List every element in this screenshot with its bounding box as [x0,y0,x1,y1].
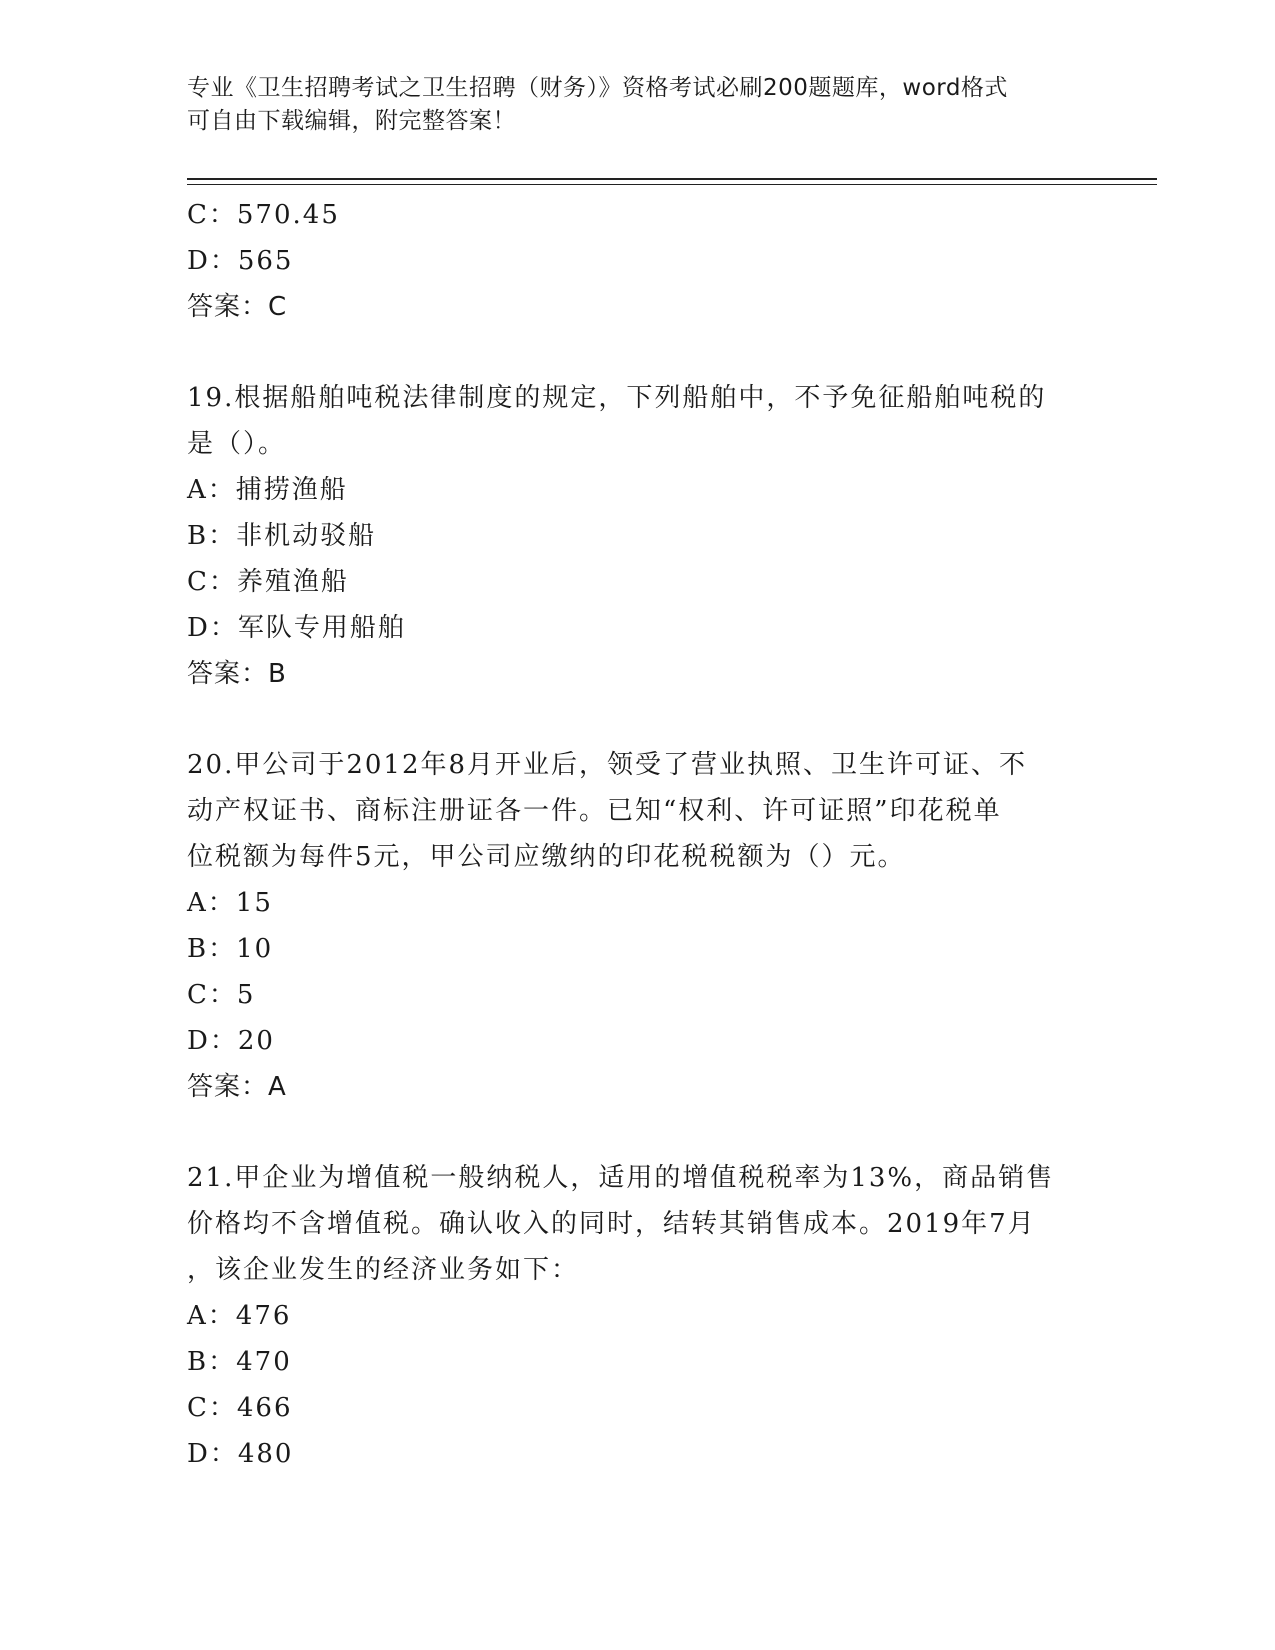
header-line-2: 可自由下载编辑，附完整答案！ [187,108,516,134]
option-a: A：476 [187,1301,292,1331]
question-text: ，该企业发生的经济业务如下： [187,1255,580,1285]
option-c: C：570.45 [187,200,340,230]
question-text: 21.甲企业为增值税一般纳税人，适用的增值税税率为13%，商品销售 [187,1163,1055,1193]
question-list [187,192,1087,1477]
answer-line: 答案：A [187,1072,287,1102]
question-text: 19.根据船舶吨税法律制度的规定，下列船舶中，不予免征船舶吨税的 [187,383,1047,413]
option-c: C：466 [187,1393,293,1423]
question-text: 位税额为每件5元，甲公司应缴纳的印花税税额为（）元。 [187,842,906,872]
option-d: D：480 [187,1439,294,1469]
option-d: D：20 [187,1026,275,1056]
document-header [187,72,1067,138]
answer-line: 答案：B [187,659,287,689]
option-b: B：10 [187,934,274,964]
question-text: 是（）。 [187,429,287,459]
option-d: D：565 [187,246,294,276]
option-b: B：470 [187,1347,292,1377]
option-a: A：15 [187,888,273,918]
header-rule-thin [187,184,1157,185]
question-text: 价格均不含增值税。确认收入的同时，结转其销售成本。2019年7月 [187,1209,1036,1239]
option-a: A：捕捞渔船 [187,475,348,505]
option-c: C：养殖渔船 [187,567,349,597]
question-text: 动产权证书、商标注册证各一件。已知“权利、许可证照”印花税单 [187,796,1002,826]
answer-line: 答案：C [187,292,288,322]
option-b: B：非机动驳船 [187,521,377,551]
option-d: D：军队专用船舶 [187,613,406,643]
header-rule-thick [187,178,1157,180]
question-text: 20.甲公司于2012年8月开业后，领受了营业执照、卫生许可证、不 [187,750,1028,780]
option-c: C：5 [187,980,256,1010]
header-line-1: 专业《卫生招聘考试之卫生招聘（财务）》资格考试必刷200题题库，word格式 [187,75,1008,101]
